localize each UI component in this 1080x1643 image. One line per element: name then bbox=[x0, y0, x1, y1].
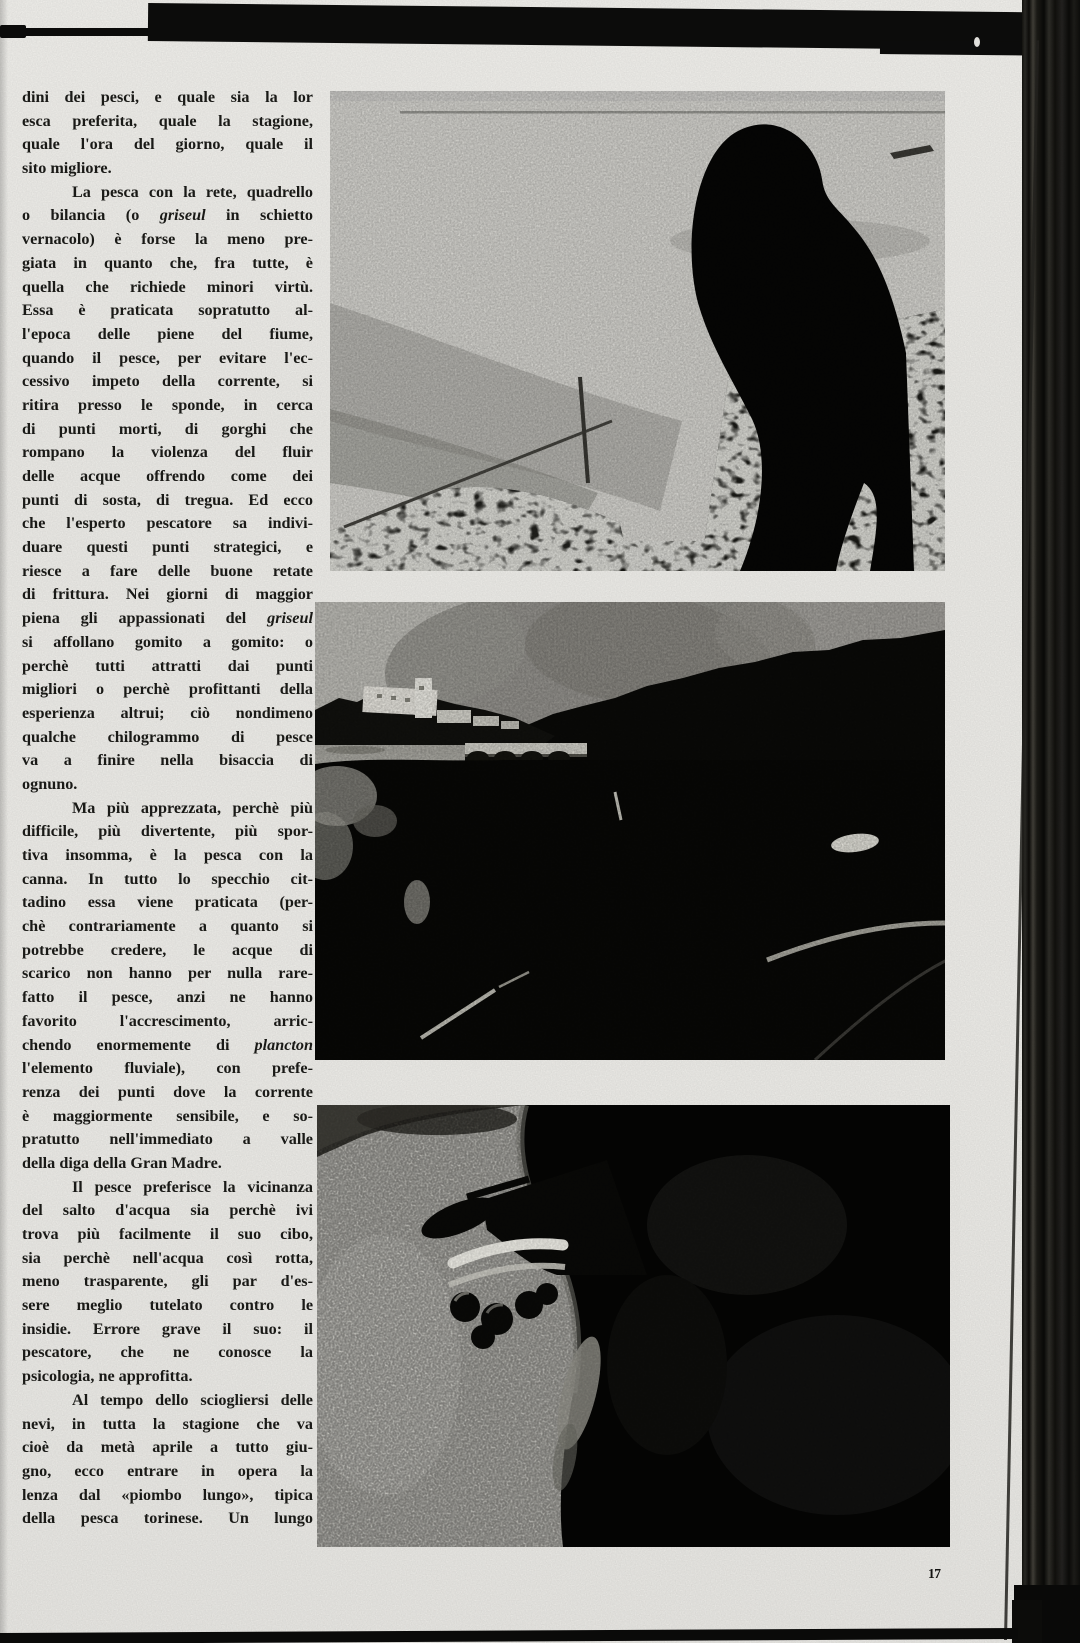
text-line: va a finire nella bisaccia di bbox=[22, 751, 313, 770]
text-line: dini dei pesci, e quale sia la lor bbox=[22, 88, 313, 106]
top-rule-thick-end bbox=[880, 40, 1026, 56]
text-line: potrebbe credere, le acque di bbox=[22, 940, 313, 959]
text-line: canna. In tutto lo specchio cit- bbox=[22, 869, 313, 888]
text-line: gno, ecco entrare in opera la bbox=[22, 1461, 313, 1480]
text-line: o bilancia (o griseul in schietto bbox=[22, 206, 313, 225]
text-line: della pesca torinese. Un lungo bbox=[22, 1509, 313, 1528]
text-line: punti di sosta, di tregua. Ed ecco bbox=[22, 490, 313, 509]
text-line: ritira presso le sponde, in cerca bbox=[22, 395, 313, 414]
text-line: trova più facilmente il suo cibo, bbox=[22, 1225, 313, 1243]
text-line: qualche chilogrammo di pesce bbox=[22, 727, 313, 746]
paragraph bbox=[22, 1389, 313, 1531]
text-line: rompano la violenza del fluir bbox=[22, 443, 313, 462]
top-rule-left bbox=[0, 28, 152, 36]
text-line: cioè da metà aprile a tutto giu- bbox=[22, 1438, 313, 1457]
text-line: chè contrariamente a quanto si bbox=[22, 917, 313, 936]
text-line: renza dei punti dove la corrente bbox=[22, 1082, 313, 1101]
text-line: vernacolo) è forse la meno pre- bbox=[22, 230, 313, 249]
text-line: nevi, in tutta la stagione che va bbox=[22, 1414, 313, 1433]
text-line: meno trasparente, gli par d'es- bbox=[22, 1272, 313, 1291]
text-line: Al tempo dello sciogliersi delle bbox=[72, 1390, 313, 1409]
text-line: si affollano gomito a gomito: o bbox=[22, 632, 313, 651]
text-line: che l'esperto pescatore sa indivi- bbox=[22, 514, 313, 533]
text-line: migliori o perchè profittanti della bbox=[22, 680, 313, 699]
top-rule-white-speck bbox=[974, 37, 980, 47]
photo-fisherman-shore-art bbox=[330, 91, 945, 571]
text-line: pescatore, che ne conosce la bbox=[22, 1343, 313, 1362]
text-line: l'elemento fluviale), con prefe- bbox=[22, 1059, 313, 1078]
text-line: difficile, più divertente, più spor- bbox=[22, 822, 313, 841]
text-line: fatto il pesce, anzi ne hanno bbox=[22, 988, 313, 1007]
bottom-rule bbox=[0, 1628, 1018, 1643]
photo-hand-reel-art bbox=[317, 1105, 950, 1547]
paragraph bbox=[22, 797, 313, 1176]
text-line: del salto d'acqua sia perchè ivi bbox=[22, 1201, 313, 1220]
text-line: esperienza altrui; ciò nondimeno bbox=[22, 703, 313, 722]
paragraph bbox=[22, 1176, 313, 1389]
photo-river-bridge bbox=[315, 602, 945, 1060]
text-line: quando il pesce, per evitare l'ec- bbox=[22, 348, 313, 367]
text-line: insidie. Errore grave il suo: il bbox=[22, 1319, 313, 1338]
text-line: l'epoca delle piene del fiume, bbox=[22, 324, 313, 343]
article-column bbox=[22, 86, 313, 1531]
text-line: della diga della Gran Madre. bbox=[22, 1153, 222, 1172]
text-line: Essa è praticata sopratutto al- bbox=[22, 301, 313, 320]
text-line: di punti morti, di gorghi che bbox=[22, 419, 313, 438]
photo-hand-reel bbox=[317, 1105, 950, 1547]
text-line: chendo enormemente di plancton bbox=[22, 1035, 313, 1054]
book-edge-band bbox=[1022, 0, 1080, 1643]
text-line: Ma più apprezzata, perchè più bbox=[72, 798, 313, 817]
text-line: di frittura. Nei giorni di maggior bbox=[22, 585, 313, 604]
text-line: sito migliore. bbox=[22, 159, 112, 178]
paragraph bbox=[22, 181, 313, 797]
text-line: sia perchè nell'acqua così rotta, bbox=[22, 1248, 313, 1267]
text-line: è maggiormente sensibile, e so- bbox=[22, 1106, 313, 1125]
text-line: giata in quanto che, fra tutte, è bbox=[22, 253, 313, 272]
text-line: duare questi punti strategici, e bbox=[22, 538, 313, 557]
text-line: quella che richiede minori virtù. bbox=[22, 277, 313, 296]
text-line: ognuno. bbox=[22, 774, 78, 793]
text-line: perchè tutti attratti dai punti bbox=[22, 656, 313, 675]
text-line: lenza dal «piombo lungo», tipica bbox=[22, 1485, 313, 1504]
text-line: cessivo impeto della corrente, si bbox=[22, 372, 313, 391]
text-line: pratutto nell'immediato a valle bbox=[22, 1130, 313, 1149]
text-line: quale l'ora del giorno, quale il bbox=[22, 135, 313, 154]
text-line: piena gli appassionati del griseul bbox=[22, 609, 313, 628]
paragraph bbox=[22, 86, 313, 181]
text-line: esca preferita, quale la stagione, bbox=[22, 111, 313, 130]
text-line: riesce a fare delle buone retate bbox=[22, 561, 313, 580]
text-line: delle acque offrendo come dei bbox=[22, 467, 313, 485]
page-number: 17 bbox=[928, 1566, 941, 1581]
text-line: tiva insomma, è la pesca con la bbox=[22, 846, 313, 864]
text-line: sere meglio tutelato contro le bbox=[22, 1296, 313, 1315]
text-line: psicologia, ne approfitta. bbox=[22, 1367, 193, 1386]
text-line: La pesca con la rete, quadrello bbox=[72, 182, 313, 201]
text-line: favorito l'accrescimento, arric- bbox=[22, 1011, 313, 1030]
text-line: scarico non hanno per nulla rare- bbox=[22, 964, 313, 983]
photo-river-bridge-art bbox=[315, 602, 945, 1060]
text-line: tadino essa viene praticata (per- bbox=[22, 893, 313, 912]
photo-fisherman-shore bbox=[330, 91, 945, 571]
text-line: Il pesce preferisce la vicinanza bbox=[72, 1177, 313, 1196]
